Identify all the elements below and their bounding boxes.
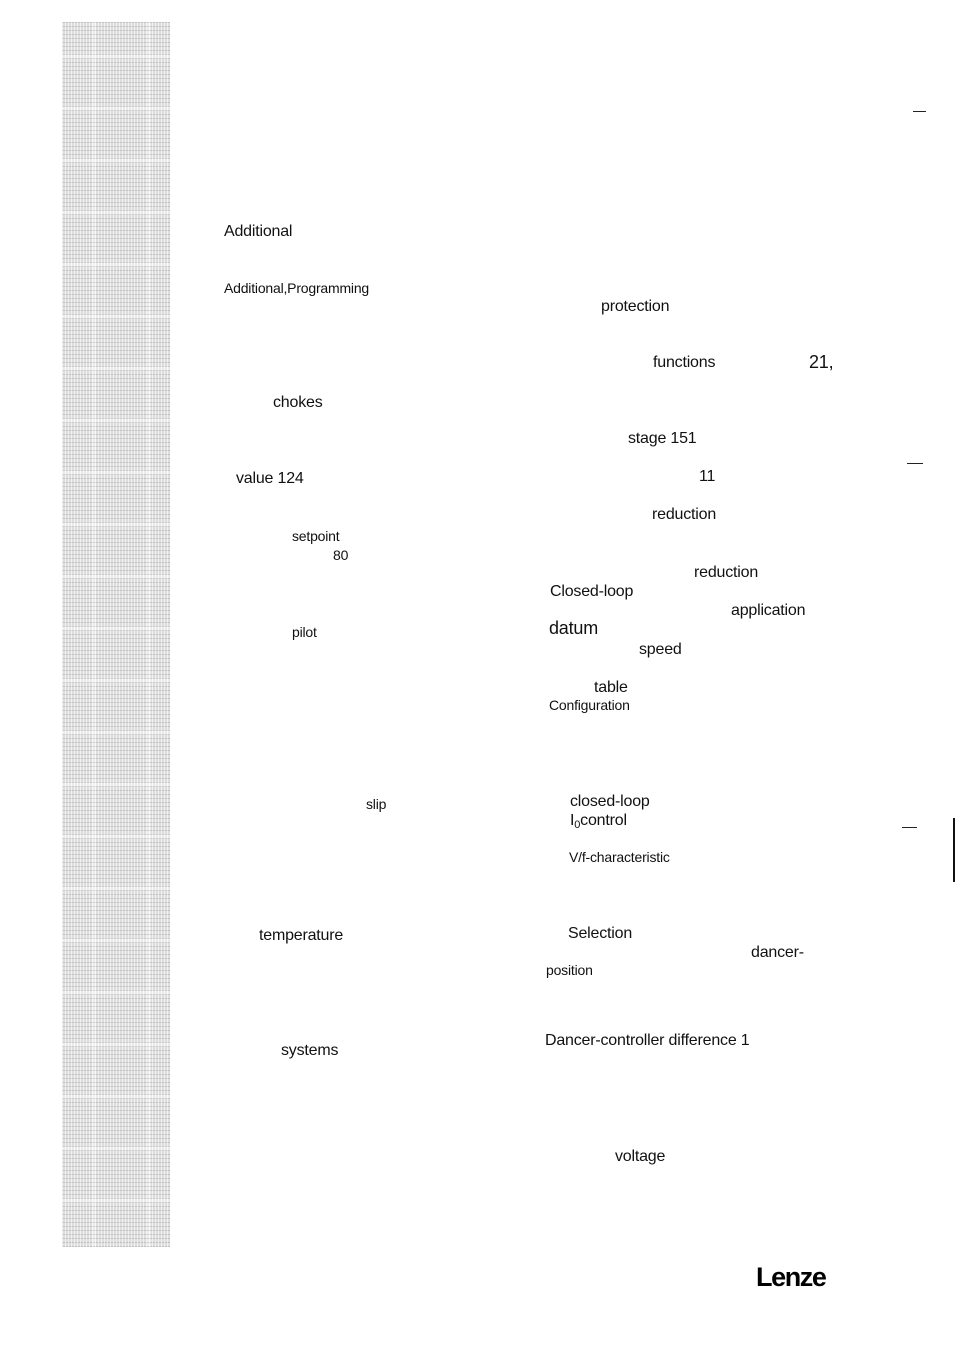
text-application: application — [731, 602, 806, 619]
text-additional-programming: Additional,Programming — [224, 280, 370, 296]
text-closed-loop-1: Closed-loop — [550, 583, 634, 600]
text-setpoint: setpoint — [292, 528, 340, 544]
text-chokes: chokes — [273, 394, 323, 411]
text-functions: functions — [653, 354, 716, 371]
text-slip: slip — [366, 796, 387, 812]
text-reduction-1: reduction — [652, 506, 717, 523]
text-value-124: value 124 — [236, 470, 304, 487]
text-datum: datum — [549, 618, 599, 638]
margin-tick-1 — [913, 111, 926, 112]
text-io-subscript: 0 — [574, 819, 581, 831]
text-temperature: temperature — [259, 927, 344, 944]
text-dancer: dancer- — [751, 944, 804, 961]
text-21: 21, — [809, 352, 834, 372]
text-vf-characteristic: V/f-characteristic — [569, 849, 670, 865]
text-table: table — [594, 679, 628, 696]
lenze-logo: Lenze — [756, 1262, 826, 1292]
margin-change-bar — [953, 818, 955, 882]
text-speed: speed — [639, 641, 682, 658]
text-dancer-controller-difference: Dancer-controller difference 1 — [545, 1032, 750, 1049]
text-11: 11 — [699, 468, 716, 485]
text-protection: protection — [601, 298, 670, 315]
scanned-side-strip — [62, 22, 170, 1247]
text-io-control — [570, 811, 627, 835]
text-configuration: Configuration — [549, 697, 630, 713]
text-io-word: control — [580, 812, 627, 829]
text-additional: Additional — [224, 223, 293, 240]
text-position: position — [546, 962, 593, 978]
text-pilot: pilot — [292, 624, 317, 640]
text-voltage: voltage — [615, 1148, 666, 1165]
text-reduction-2: reduction — [694, 564, 759, 581]
margin-tick-2 — [907, 463, 923, 464]
text-io-prefix: I — [570, 812, 575, 829]
text-selection: Selection — [568, 925, 633, 942]
text-stage-151: stage 151 — [628, 430, 697, 447]
text-systems: systems — [281, 1042, 339, 1059]
text-closed-loop-2: closed-loop — [570, 793, 650, 810]
text-80: 80 — [333, 547, 349, 563]
margin-tick-3 — [902, 827, 917, 828]
